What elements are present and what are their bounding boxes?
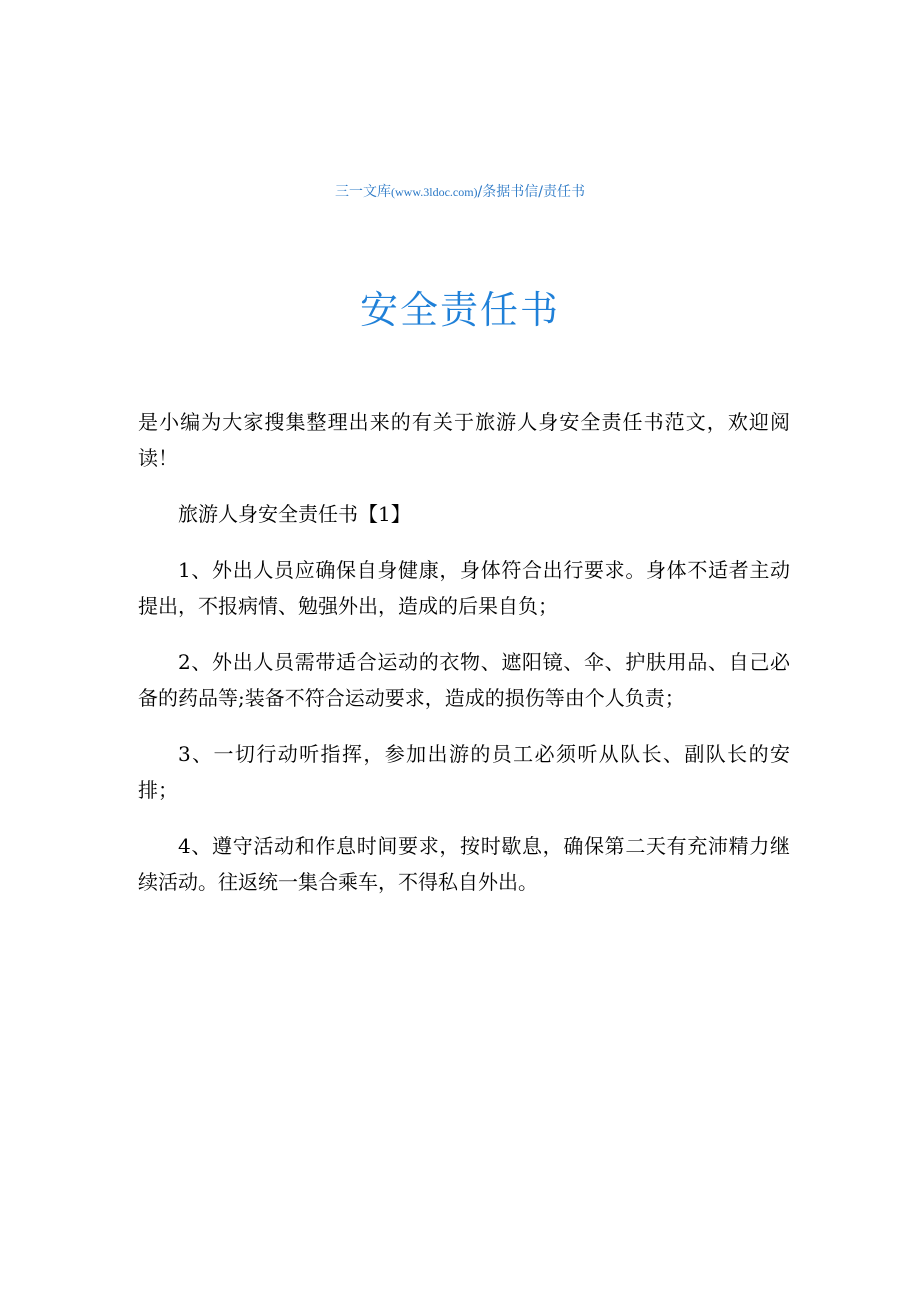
list-item: 2、外出人员需带适合运动的衣物、遮阳镜、伞、护肤用品、自己必备的药品等;装备不符合运动要求，造成的损伤等由个人负责； xyxy=(138,650,790,710)
list-item: 1、外出人员应确保自身健康，身体符合出行要求。身体不适者主动提出，不报病情、勉强外出，造成的后果自负； xyxy=(138,558,790,618)
section-heading: 旅游人身安全责任书【1】 xyxy=(178,502,411,526)
document-body xyxy=(138,404,790,920)
document-title: 安全责任书 xyxy=(359,288,560,332)
site-name: 三一文库 xyxy=(335,184,392,200)
breadcrumb-header xyxy=(0,180,920,204)
list-item: 3、一切行动听指挥，参加出游的员工必须听从队长、副队长的安排； xyxy=(138,742,790,802)
site-url: (www.3ldoc.com) xyxy=(391,185,478,199)
list-item: 4、遵守活动和作息时间要求，按时歇息，确保第二天有充沛精力继续活动。往返统一集合乘车，不得私自外出。 xyxy=(138,834,790,894)
intro-paragraph: 是小编为大家搜集整理出来的有关于旅游人身安全责任书范文，欢迎阅读！ xyxy=(138,410,790,470)
category-path: /条据书信/责任书 xyxy=(477,184,585,200)
